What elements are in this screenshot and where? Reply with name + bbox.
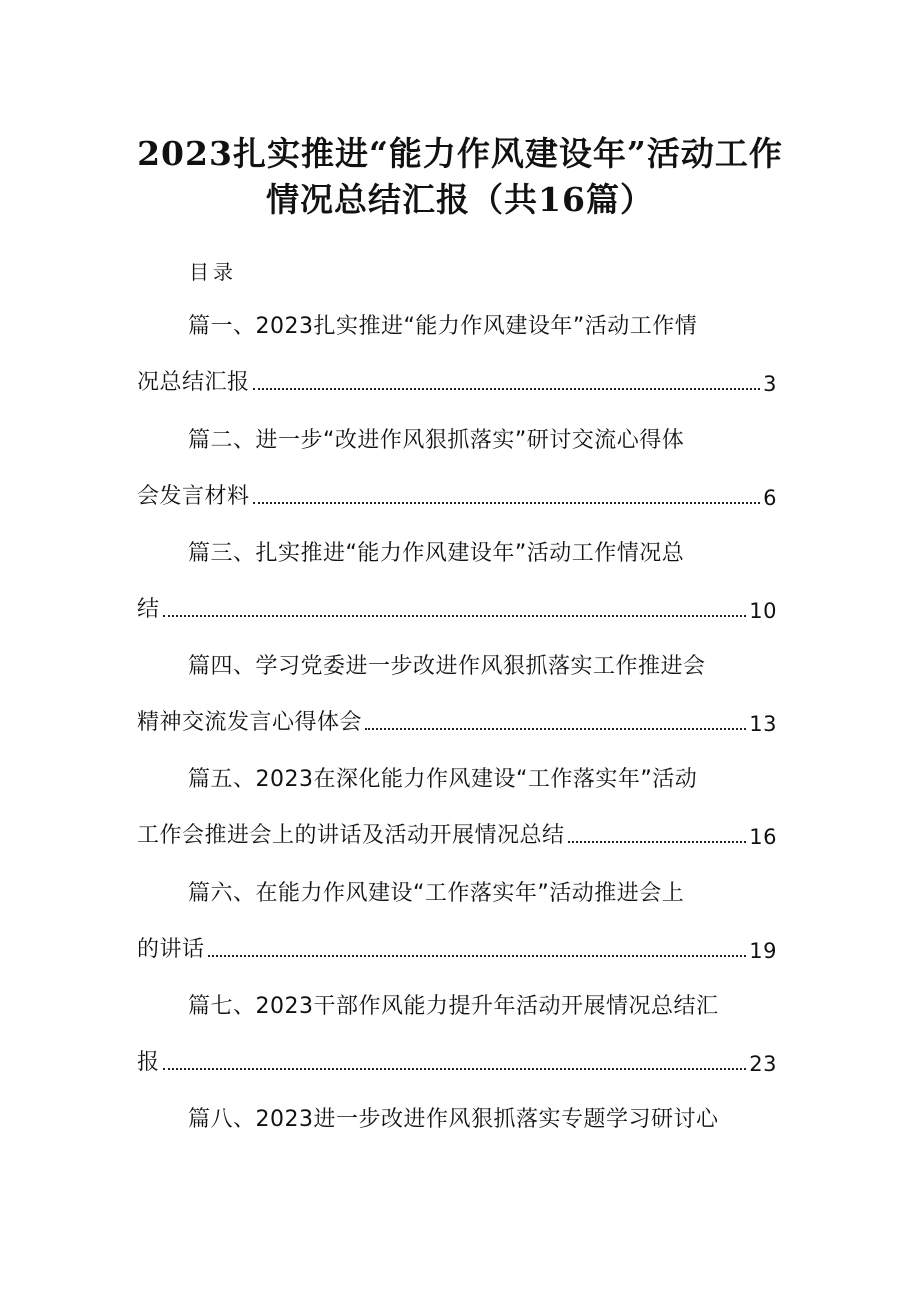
toc-entry-3-continuation: 结 [137, 597, 160, 622]
toc-entry-3-title[interactable]: 篇三、扎实推进“能力作风建设年”活动工作情况总 [188, 541, 685, 566]
toc-entry-7-continuation: 报 [137, 1050, 160, 1075]
toc-entry-1-page-number: 3 [763, 372, 777, 396]
toc-entry-4-page-number: 13 [749, 712, 777, 736]
toc-entry-4[interactable] [137, 704, 777, 736]
toc-entry-1-continuation: 况总结汇报 [137, 370, 250, 395]
toc-entry-1[interactable] [137, 364, 777, 396]
toc-entry-5[interactable] [137, 817, 777, 849]
dot-leader [163, 614, 747, 617]
document-title-line-1: 2023扎实推进“能力作风建设年”活动工作 [137, 134, 783, 173]
toc-entry-8-title[interactable]: 篇八、2023进一步改进作风狠抓落实专题学习研讨心 [188, 1107, 719, 1132]
dot-leader [365, 727, 746, 730]
toc-entry-5-page-number: 16 [749, 825, 777, 849]
toc-entry-5-title[interactable]: 篇五、2023在深化能力作风建设“工作落实年”活动 [188, 767, 698, 792]
document-title-line-2: 情况总结汇报（共16篇） [266, 180, 654, 219]
toc-entry-2-continuation: 会发言材料 [137, 484, 250, 509]
toc-entry-5-continuation: 工作会推进会上的讲话及活动开展情况总结 [137, 823, 565, 848]
toc-entry-2[interactable] [137, 478, 777, 510]
toc-entry-4-continuation: 精神交流发言心得体会 [137, 710, 363, 735]
toc-entry-1-title[interactable]: 篇一、2023扎实推进“能力作风建设年”活动工作情 [188, 314, 698, 339]
dot-leader [208, 954, 747, 957]
toc-entry-6-continuation: 的讲话 [137, 937, 205, 962]
toc-heading: 目录 [189, 260, 237, 284]
toc-entry-6[interactable] [137, 931, 777, 963]
toc-entry-7[interactable] [137, 1044, 777, 1076]
dot-leader [253, 387, 761, 390]
toc-entry-7-page-number: 23 [749, 1052, 777, 1076]
dot-leader [253, 501, 761, 504]
toc-entry-2-title[interactable]: 篇二、进一步“改进作风狠抓落实”研讨交流心得体 [188, 428, 685, 453]
toc-entry-2-page-number: 6 [763, 486, 777, 510]
toc-entry-3-page-number: 10 [749, 599, 777, 623]
dot-leader [163, 1067, 747, 1070]
toc-entry-4-title[interactable]: 篇四、学习党委进一步改进作风狠抓落实工作推进会 [188, 654, 706, 679]
toc-entry-6-title[interactable]: 篇六、在能力作风建设“工作落实年”活动推进会上 [188, 881, 685, 906]
toc-entry-3[interactable] [137, 591, 777, 623]
toc-entry-7-title[interactable]: 篇七、2023干部作风能力提升年活动开展情况总结汇 [188, 994, 719, 1019]
dot-leader [568, 840, 747, 843]
toc-entry-6-page-number: 19 [749, 939, 777, 963]
